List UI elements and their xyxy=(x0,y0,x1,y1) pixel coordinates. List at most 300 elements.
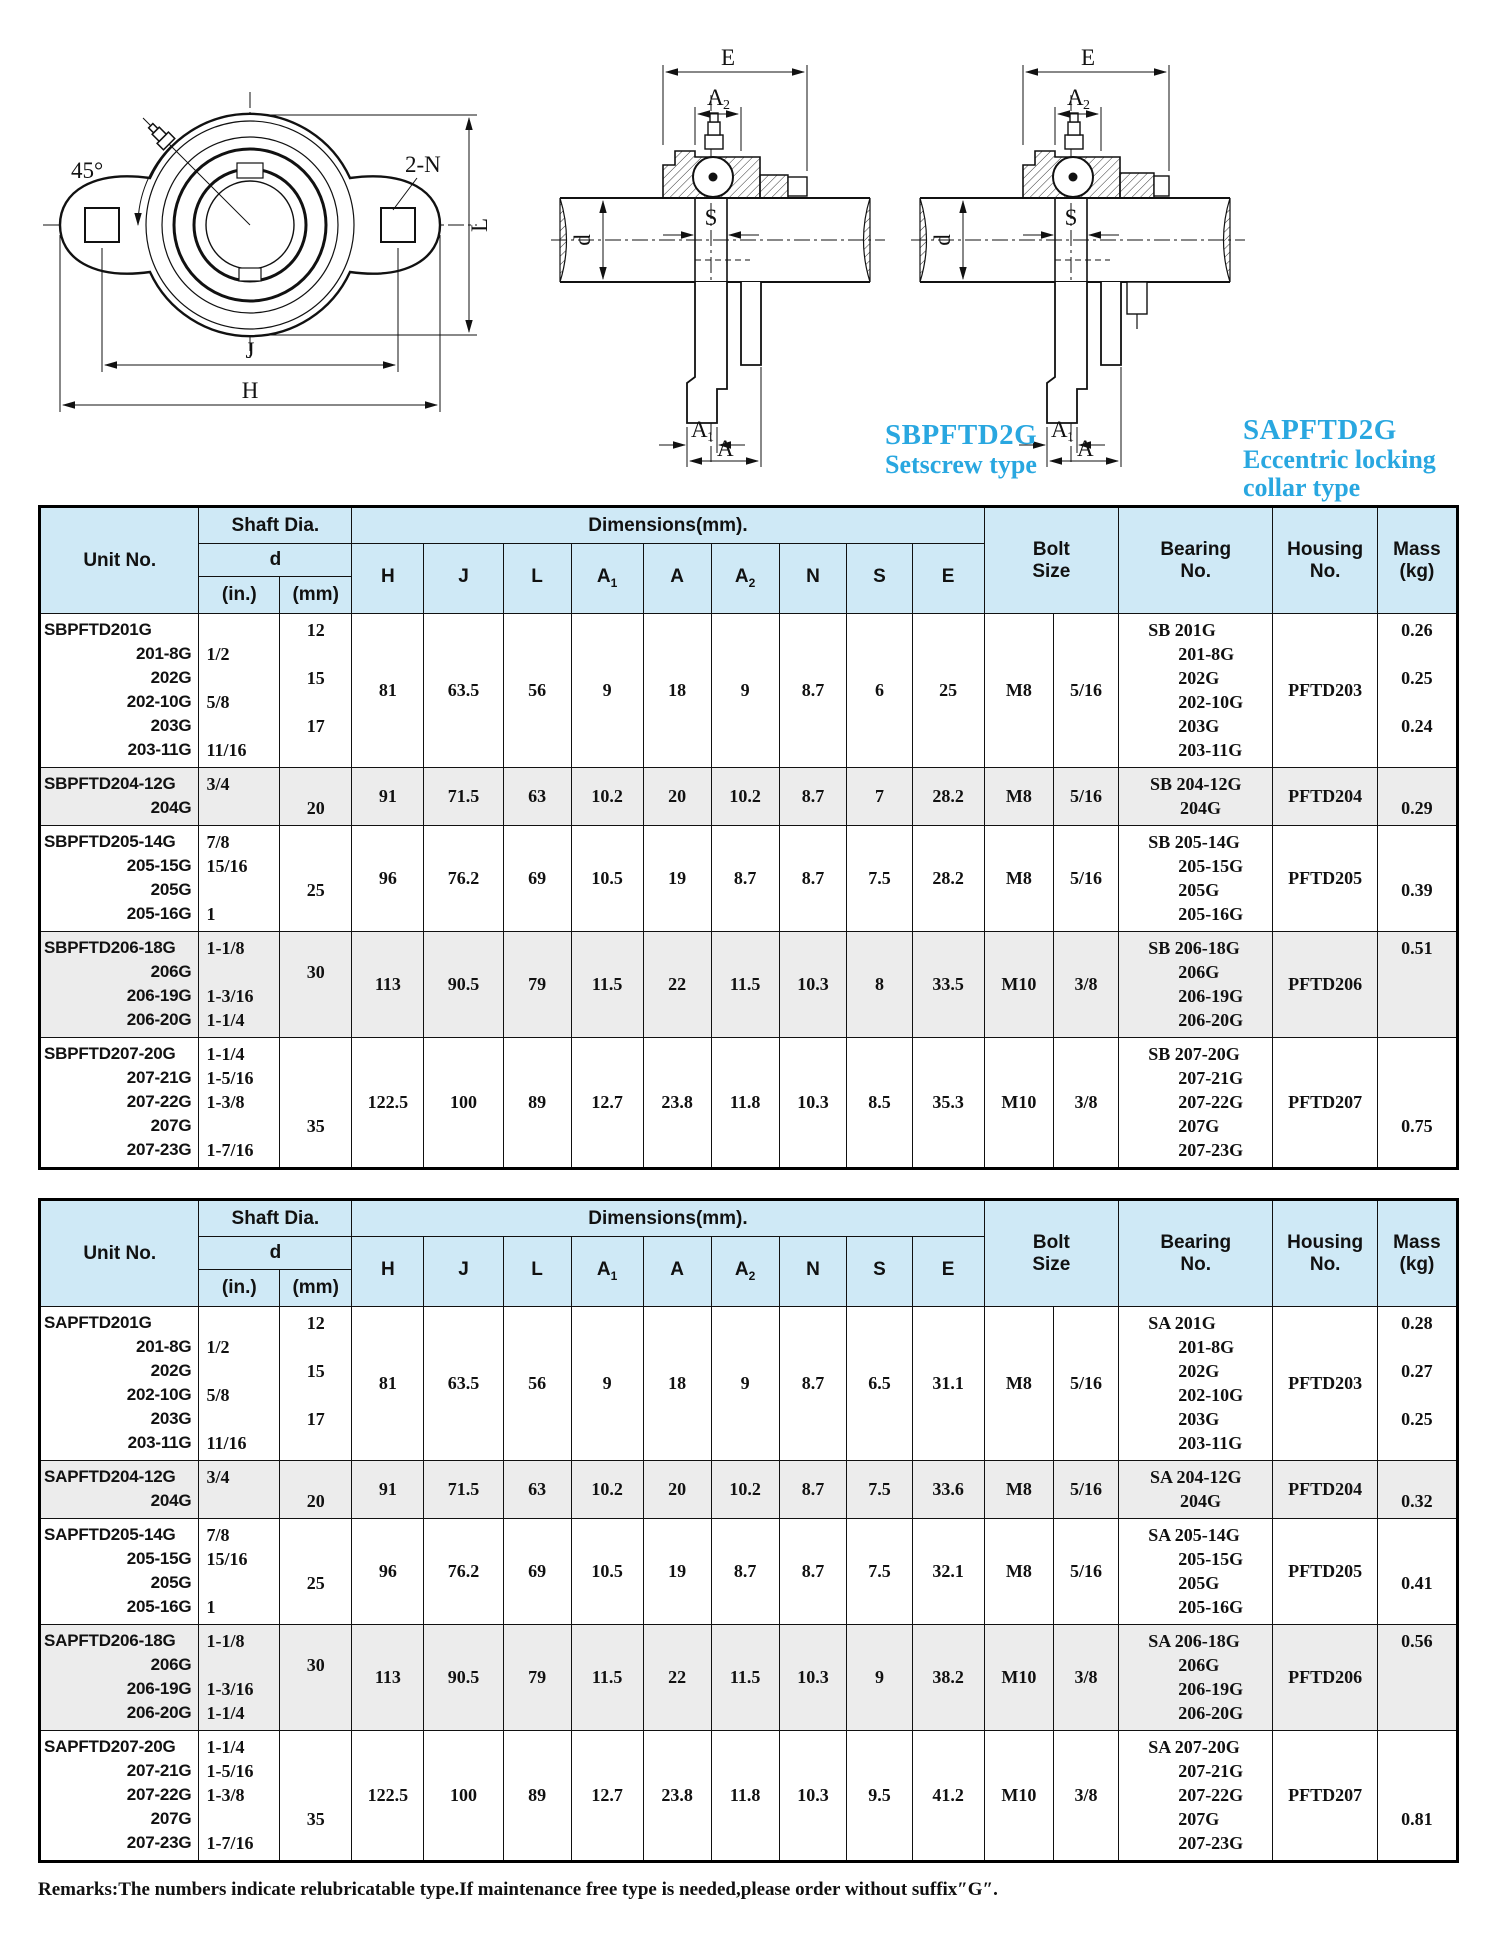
dim-n-cell xyxy=(780,1625,848,1730)
dim-value: 113 xyxy=(374,1667,401,1687)
bolt-hole-left xyxy=(85,208,119,242)
shaft-dia-in: 1-1/4 xyxy=(206,1703,245,1723)
unit-no: SAPFTD207-20G xyxy=(44,1737,176,1756)
dim-n-cell xyxy=(780,1307,848,1460)
dim-value: 100 xyxy=(450,1785,478,1805)
shaft-dia-mm xyxy=(280,1759,351,1783)
mass-value xyxy=(1378,960,1456,984)
dim-value: 10.5 xyxy=(591,868,623,888)
dim-a1-cell xyxy=(572,826,644,931)
dim-a-cell xyxy=(644,768,712,825)
shaft-dia-mm-cell xyxy=(280,1461,352,1518)
unit-no: 205-15G xyxy=(126,1549,192,1568)
dim-value: 122.5 xyxy=(367,1092,409,1112)
unit-no: 207-21G xyxy=(126,1068,192,1087)
mass-value: 0.27 xyxy=(1401,1361,1433,1381)
dim-value: 6 xyxy=(874,680,884,700)
dim-value: 10.3 xyxy=(797,1667,829,1687)
dim-value: 8 xyxy=(874,974,884,994)
dim-value: 7 xyxy=(874,786,884,806)
shaft-break-right xyxy=(864,198,871,282)
dim-value: 9 xyxy=(740,680,750,700)
mass-value: 0.56 xyxy=(1401,1631,1433,1651)
unit-no: 204G xyxy=(150,798,192,817)
mass-value: 0.24 xyxy=(1401,716,1433,736)
mass-cell xyxy=(1378,826,1456,931)
unit-no: 205-15G xyxy=(126,856,192,875)
ball-center xyxy=(1069,173,1078,182)
sbpftd-table-body xyxy=(41,614,1456,1167)
bolt-size-inch-cell xyxy=(1054,1519,1119,1624)
dim-a-cell xyxy=(644,1038,712,1167)
shaft-dia-in xyxy=(199,1311,279,1335)
bolt-size-inch-cell xyxy=(1054,826,1119,931)
bearing-no-cell xyxy=(1119,1038,1273,1167)
dim-n-cell xyxy=(780,1731,848,1860)
unit-no: SBPFTD206-18G xyxy=(44,938,176,957)
mass-cell xyxy=(1378,1038,1456,1167)
dim-value: 11.8 xyxy=(729,1092,761,1112)
col-header-a1: $A_1$ xyxy=(572,544,644,613)
sapftd-type-label-line1: Eccentric locking xyxy=(1243,445,1436,475)
dim-value: 71.5 xyxy=(447,786,480,806)
dim-n-cell xyxy=(780,1461,848,1518)
col-header-unit-no: Unit No. xyxy=(41,1201,199,1306)
col-header-a1: $A_1$ xyxy=(572,1237,644,1306)
shaft-dia-in-cell xyxy=(199,614,280,767)
dim-value: 18 xyxy=(668,1373,687,1393)
dim-a2-cell xyxy=(712,1625,780,1730)
dim-j-cell xyxy=(424,1519,503,1624)
grease-nipple-body xyxy=(708,122,720,135)
table-row-group xyxy=(41,1519,1456,1625)
dim-value: 7.5 xyxy=(868,1561,891,1581)
dim-value: 23.8 xyxy=(661,1785,693,1805)
shaft-dia-in: 1-1/8 xyxy=(206,938,245,958)
bearing-no-cell xyxy=(1119,932,1273,1037)
unit-no: 206-19G xyxy=(126,986,192,1005)
dim-value: 22 xyxy=(668,974,687,994)
unit-no: 207G xyxy=(150,1809,192,1828)
dim-h-cell xyxy=(352,1731,424,1860)
dim-e-cell xyxy=(913,614,985,767)
dim-l-cell xyxy=(504,768,572,825)
shaft-dia-mm-cell xyxy=(280,614,352,767)
shaft-dia-mm: 35 xyxy=(306,1809,325,1829)
shaft-dia-in xyxy=(199,1407,279,1431)
dim-label-a2-sub: 2 xyxy=(723,98,730,113)
dim-value: 8.7 xyxy=(801,680,825,700)
mass-value xyxy=(1378,1383,1456,1407)
dim-label-a2-sub: 2 xyxy=(1083,98,1090,113)
shaft-dia-in-cell xyxy=(199,1038,280,1167)
shaft-dia-mm xyxy=(280,936,351,960)
col-header-e: E xyxy=(913,1237,985,1306)
mass-cell xyxy=(1378,1461,1456,1518)
col-header-s: S xyxy=(847,544,912,613)
housing-no: PFTD206 xyxy=(1288,1667,1363,1687)
bolt-size-value: M8 xyxy=(1005,1479,1032,1499)
mass-value: 0.25 xyxy=(1401,1409,1433,1429)
bearing-no-line: 202G xyxy=(1178,668,1220,688)
shaft-dia-in xyxy=(199,714,279,738)
dim-value: 7.5 xyxy=(868,1479,891,1499)
dim-value: 90.5 xyxy=(447,1667,480,1687)
table-row-group xyxy=(41,768,1456,826)
dim-a2-cell xyxy=(712,1461,780,1518)
technical-drawings xyxy=(0,0,1497,505)
dim-value: 33.5 xyxy=(932,974,964,994)
shaft-dia-in xyxy=(199,666,279,690)
dim-value: 12.7 xyxy=(591,1092,623,1112)
shaft-dia-in xyxy=(199,878,279,902)
col-header-mass: Mass (kg) xyxy=(1393,1232,1441,1275)
dim-value: 113 xyxy=(374,974,401,994)
mass-value xyxy=(1378,1677,1456,1701)
shaft-dia-in: 15/16 xyxy=(206,856,248,876)
bolt-size-value: M8 xyxy=(1005,680,1032,700)
housing-no-cell xyxy=(1273,1038,1378,1167)
sapftd-type-label-line2: collar type xyxy=(1243,473,1361,503)
mass-value: 0.81 xyxy=(1401,1809,1433,1829)
mass-value xyxy=(1378,772,1456,796)
bolt-hole-right xyxy=(381,208,415,242)
housing-no-cell xyxy=(1273,768,1378,825)
dim-value: 79 xyxy=(528,974,547,994)
dim-value: 76.2 xyxy=(447,868,480,888)
col-header-l: L xyxy=(504,544,572,613)
col-header-mm: (mm) xyxy=(280,577,352,613)
housing-no-cell xyxy=(1273,826,1378,931)
mass-value xyxy=(1378,1547,1456,1571)
flange-foot xyxy=(687,282,727,423)
grease-nipple-base xyxy=(705,135,723,149)
dim-h-cell xyxy=(352,1307,424,1460)
dim-value: 10.2 xyxy=(591,1479,623,1499)
col-header-a2: $A_2$ xyxy=(712,544,780,613)
mass-value xyxy=(1378,1138,1456,1162)
bolt-size-value: 3/8 xyxy=(1074,1785,1098,1805)
dim-s-cell xyxy=(847,1519,912,1624)
dim-l-cell xyxy=(504,1461,572,1518)
dim-a2-cell xyxy=(712,1731,780,1860)
dim-a-cell xyxy=(644,1731,712,1860)
mass-value xyxy=(1378,1735,1456,1759)
dim-e-cell xyxy=(913,1731,985,1860)
bearing-no-cell xyxy=(1119,1461,1273,1518)
dim-j-cell xyxy=(424,1731,503,1860)
dim-label-e: E xyxy=(1080,45,1096,70)
housing-no: PFTD207 xyxy=(1288,1785,1363,1805)
bearing-no-line: 206-20G xyxy=(1178,1010,1244,1030)
shaft-dia-mm-cell xyxy=(280,1519,352,1624)
bolt-size-inch-cell xyxy=(1054,1625,1119,1730)
dim-n-cell xyxy=(780,1519,848,1624)
col-header-j: J xyxy=(424,544,503,613)
unit-no-cell xyxy=(41,768,199,825)
sapftd-table-body xyxy=(41,1307,1456,1860)
dim-a1-cell xyxy=(572,1038,644,1167)
shaft-dia-mm xyxy=(280,1335,351,1359)
dim-label-a1-sub: 1 xyxy=(1067,430,1074,445)
dim-n-cell xyxy=(780,932,848,1037)
bearing-no-line: 205-15G xyxy=(1178,856,1244,876)
bearing-no-line: 206-19G xyxy=(1178,986,1244,1006)
dim-value: 9 xyxy=(602,1373,612,1393)
mass-value: 0.29 xyxy=(1401,798,1433,818)
unit-no-cell xyxy=(41,1038,199,1167)
dim-value: 69 xyxy=(528,1561,547,1581)
dim-label-a: A xyxy=(1077,436,1094,461)
bearing-no xyxy=(1148,1042,1243,1162)
dim-value: 63.5 xyxy=(447,1373,480,1393)
shaft-break-left xyxy=(560,198,567,282)
shaft-dia-in: 1-3/16 xyxy=(206,1679,254,1699)
dim-value: 23.8 xyxy=(661,1092,693,1112)
unit-no: 201-8G xyxy=(135,1337,192,1356)
collar-screw xyxy=(1154,176,1169,196)
shaft-dia-mm xyxy=(280,642,351,666)
col-header-e: E xyxy=(913,544,985,613)
unit-no: SBPFTD201G xyxy=(44,620,152,639)
bearing-no-line: 202G xyxy=(1178,1361,1220,1381)
unit-no-cell xyxy=(41,1731,199,1860)
dim-a2-cell xyxy=(712,1519,780,1624)
unit-no: 206-20G xyxy=(126,1703,192,1722)
shaft-dia-in xyxy=(199,1807,279,1831)
dim-l-cell xyxy=(504,1038,572,1167)
shaft-dia-mm xyxy=(280,690,351,714)
bolt-size-metric-cell xyxy=(985,1307,1054,1460)
shaft-dia-in: 1-1/4 xyxy=(206,1010,245,1030)
dim-label-j: J xyxy=(245,338,255,363)
bearing-no-cell xyxy=(1119,1731,1273,1860)
dim-value: 91 xyxy=(378,786,397,806)
dim-value: 11.5 xyxy=(591,1667,623,1687)
shaft-dia-mm xyxy=(280,1042,351,1066)
mass-value xyxy=(1378,902,1456,926)
dim-value: 96 xyxy=(378,1561,397,1581)
bolt-size-inch-cell xyxy=(1054,1731,1119,1860)
dim-e-cell xyxy=(913,826,985,931)
shaft-dia-in: 1/2 xyxy=(206,1337,230,1357)
unit-no: 203-11G xyxy=(127,1433,192,1452)
bearing-no xyxy=(1148,1629,1243,1725)
dim-e-cell xyxy=(913,1625,985,1730)
mass-value: 0.51 xyxy=(1401,938,1433,958)
housing-no: PFTD204 xyxy=(1288,786,1363,806)
dim-value: 19 xyxy=(668,1561,687,1581)
bearing-no-line: 202-10G xyxy=(1178,692,1244,712)
dim-value: 19 xyxy=(668,868,687,888)
mass-cell xyxy=(1378,768,1456,825)
shaft-dia-mm xyxy=(280,1735,351,1759)
table-row-group xyxy=(41,614,1456,768)
mass-value xyxy=(1378,1595,1456,1619)
bearing-no-line: SB 201G xyxy=(1148,620,1216,640)
side-view-eccentric-drawing xyxy=(905,25,1250,470)
sbpftd-code-label: SBPFTD2G xyxy=(885,419,1038,451)
dim-value: 79 xyxy=(528,1667,547,1687)
dim-label-a1-sub: 1 xyxy=(707,430,714,445)
col-header-unit-no-label: Unit No. xyxy=(83,549,157,571)
table-row-group xyxy=(41,1625,1456,1731)
shaft-dia-in-cell xyxy=(199,932,280,1037)
dim-value: 56 xyxy=(528,680,547,700)
dim-value: 89 xyxy=(528,1092,547,1112)
dim-label-a2: A xyxy=(1067,85,1084,110)
unit-no: SBPFTD204-12G xyxy=(44,774,176,793)
dim-a-cell xyxy=(644,826,712,931)
dim-s-cell xyxy=(847,932,912,1037)
table-row-group xyxy=(41,932,1456,1038)
dim-value: 31.1 xyxy=(932,1373,964,1393)
shaft-dia-in xyxy=(199,796,279,820)
dim-h-cell xyxy=(352,1038,424,1167)
unit-no: 202G xyxy=(150,668,192,687)
bolt-size-metric-cell xyxy=(985,1461,1054,1518)
shaft-dia-in: 15/16 xyxy=(206,1549,248,1569)
bolt-size-value: 5/16 xyxy=(1070,868,1103,888)
unit-no: 203-11G xyxy=(127,740,192,759)
table-header xyxy=(41,1201,1456,1307)
bearing-no xyxy=(1148,618,1243,762)
shaft-dia-in: 11/16 xyxy=(206,1433,247,1453)
bolt-size-value: M10 xyxy=(1001,1667,1037,1687)
dim-value: 11.5 xyxy=(729,974,761,994)
dim-n-cell xyxy=(780,768,848,825)
bearing-no-line: 203G xyxy=(1178,716,1220,736)
housing-no-cell xyxy=(1273,932,1378,1037)
dim-value: 28.2 xyxy=(932,786,964,806)
dim-value: 91 xyxy=(378,1479,397,1499)
shaft-dia-mm: 35 xyxy=(306,1116,325,1136)
bolt-size-value: 5/16 xyxy=(1070,1479,1103,1499)
dim-value: 6.5 xyxy=(868,1373,891,1393)
dim-a-cell xyxy=(644,1307,712,1460)
bearing-no xyxy=(1148,1523,1243,1619)
shaft-dia-in-cell xyxy=(199,1731,280,1860)
setscrew-hole-top xyxy=(237,163,263,178)
col-header-housing-no: Housing No. xyxy=(1273,508,1378,613)
dim-s-cell xyxy=(847,1307,912,1460)
table-row-group xyxy=(41,826,1456,932)
bearing-no-line: 206-20G xyxy=(1178,1703,1244,1723)
unit-no-cell xyxy=(41,1307,199,1460)
bearing-no-line: SA 207-20G xyxy=(1148,1737,1240,1757)
shaft-dia-mm: 17 xyxy=(306,716,325,736)
dim-a1-cell xyxy=(572,1461,644,1518)
dim-value: 8.7 xyxy=(733,1561,757,1581)
dim-value: 10.5 xyxy=(591,1561,623,1581)
bolt-size-inch-cell xyxy=(1054,768,1119,825)
dim-a2-cell xyxy=(712,768,780,825)
bearing-no-cell xyxy=(1119,826,1273,931)
bearing-no-cell xyxy=(1119,614,1273,767)
col-header-a2: $A_2$ xyxy=(712,1237,780,1306)
dim-value: 20 xyxy=(668,1479,687,1499)
unit-no: SAPFTD206-18G xyxy=(44,1631,176,1650)
dim-l-cell xyxy=(504,826,572,931)
flange-foot xyxy=(1047,282,1087,423)
mass-value: 0.75 xyxy=(1401,1116,1433,1136)
shaft-dia-mm xyxy=(280,1431,351,1455)
unit-no: 202-10G xyxy=(126,692,192,711)
mass-value: 0.26 xyxy=(1401,620,1433,640)
dim-value: 100 xyxy=(450,1092,478,1112)
bearing-no xyxy=(1150,1465,1242,1513)
bolt-size-value: M8 xyxy=(1005,1561,1032,1581)
housing-no: PFTD205 xyxy=(1288,1561,1363,1581)
dim-l-cell xyxy=(504,614,572,767)
dim-label-h: H xyxy=(241,378,259,403)
col-header-j: J xyxy=(424,1237,503,1306)
dim-a1-cell xyxy=(572,1625,644,1730)
dim-s-cell xyxy=(847,768,912,825)
shaft-dia-mm xyxy=(280,1783,351,1807)
bearing-no xyxy=(1150,772,1242,820)
dim-e-cell xyxy=(913,1307,985,1460)
sapftd-caption xyxy=(1243,415,1436,502)
bearing-no-line: 207-23G xyxy=(1178,1140,1244,1160)
dim-a-cell xyxy=(644,1461,712,1518)
shaft-dia-in-cell xyxy=(199,768,280,825)
shaft-dia-mm xyxy=(280,984,351,1008)
shaft-dia-in: 1-5/16 xyxy=(206,1761,254,1781)
bearing-no-line: 206G xyxy=(1178,1655,1220,1675)
dim-label-a1: A xyxy=(1051,417,1068,442)
table-row-group xyxy=(41,1731,1456,1860)
shaft-dia-in: 1-3/8 xyxy=(206,1785,245,1805)
bearing-no-line: 207G xyxy=(1178,1809,1220,1829)
bolt-size-value: 3/8 xyxy=(1074,1667,1098,1687)
col-header-s: S xyxy=(847,1237,912,1306)
shaft-dia-mm xyxy=(280,1383,351,1407)
shaft-dia-in: 3/4 xyxy=(206,774,230,794)
col-header-shaft-dia xyxy=(199,508,352,544)
dim-value: 9 xyxy=(740,1373,750,1393)
col-header-n: N xyxy=(780,544,848,613)
mass-value xyxy=(1378,1066,1456,1090)
unit-no: 204G xyxy=(150,1491,192,1510)
flange-foot-rear xyxy=(1101,282,1121,365)
dim-s-cell xyxy=(847,1461,912,1518)
mass-value xyxy=(1378,984,1456,1008)
shaft-dia-mm xyxy=(280,1465,351,1489)
mass-value: 0.28 xyxy=(1401,1313,1433,1333)
dim-value: 10.3 xyxy=(797,1785,829,1805)
dim-value: 10.2 xyxy=(729,1479,761,1499)
bearing-no-line: 205G xyxy=(1178,1573,1220,1593)
unit-no: SAPFTD205-14G xyxy=(44,1525,176,1544)
unit-no-cell xyxy=(41,1519,199,1624)
unit-no: 207G xyxy=(150,1116,192,1135)
shaft-dia-in: 1-1/4 xyxy=(206,1737,245,1757)
unit-no: 202G xyxy=(150,1361,192,1380)
shaft-dia-mm-cell xyxy=(280,932,352,1037)
col-header-bolt-size: Bolt Size xyxy=(985,508,1119,613)
bearing-no xyxy=(1148,1311,1243,1455)
col-header-dimensions-label: Dimensions(mm). xyxy=(588,514,748,536)
unit-no: 206-20G xyxy=(126,1010,192,1029)
shaft-dia-in: 7/8 xyxy=(206,1525,230,1545)
unit-no: SBPFTD205-14G xyxy=(44,832,176,851)
bearing-no-cell xyxy=(1119,1307,1273,1460)
dim-h-cell xyxy=(352,614,424,767)
table-header xyxy=(41,508,1456,614)
mass-value: 0.39 xyxy=(1401,880,1433,900)
unit-no: 205G xyxy=(150,880,192,899)
